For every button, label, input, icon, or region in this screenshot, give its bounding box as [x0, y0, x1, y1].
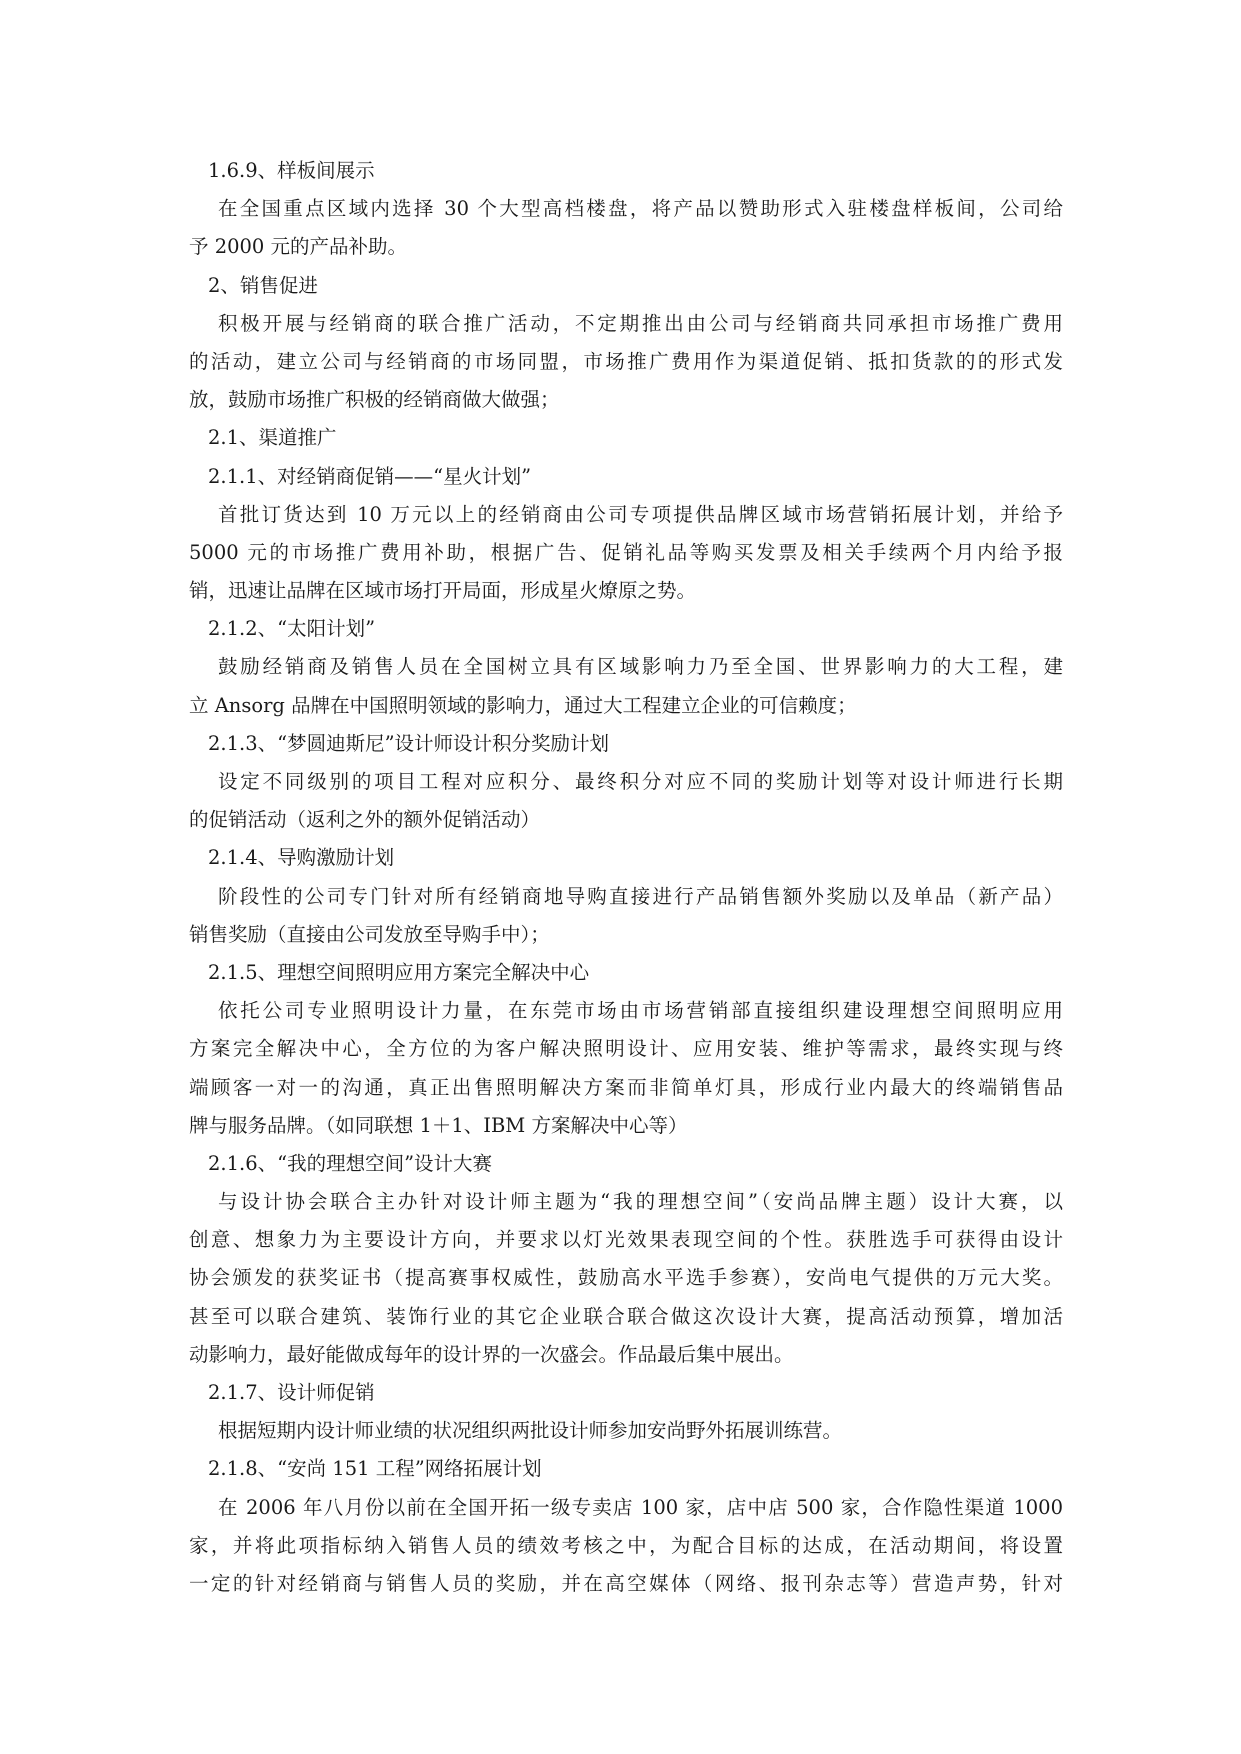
paragraph-line: 销售奖励（直接由公司发放至导购手中）； [189, 922, 550, 946]
paragraph-line: 牌与服务品牌。（如同联想 1＋1、IBM 方案解决中心等） [189, 1113, 688, 1137]
heading-2-1-6: 2.1.6、“我的理想空间”设计大赛 [208, 1151, 493, 1175]
paragraph-line: 鼓励经销商及销售人员在全国树立具有区域影响力乃至全国、世界影响力的大工程，建 [218, 655, 1063, 679]
paragraph-network-expansion [189, 1489, 1063, 1604]
heading-2: 2、销售促进 [208, 273, 318, 297]
paragraph-line: 立 Ansorg 品牌在中国照明领域的影响力，通过大工程建立企业的可信赖度； [189, 693, 857, 717]
paragraph-line: 的促销活动（返利之外的额外促销活动） [189, 808, 541, 832]
paragraph-line: 积极开展与经销商的联合推广活动，不定期推出由公司与经销商共同承担市场推广费用 [218, 311, 1063, 335]
paragraph-line: 甚至可以联合建筑、装饰行业的其它企业联合联合做这次设计大赛，提高活动预算，增加活 [189, 1304, 1063, 1328]
heading-1-6-9: 1.6.9、样板间展示 [208, 159, 375, 182]
document-page [189, 152, 1063, 1603]
paragraph-line: 依托公司专业照明设计力量，在东莞市场由市场营销部直接组织建设理想空间照明应用 [218, 999, 1063, 1023]
heading-2-1-4: 2.1.4、导购激励计划 [208, 846, 395, 870]
paragraph-line: 动影响力，最好能做成每年的设计界的一次盛会。作品最后集中展出。 [189, 1342, 794, 1366]
paragraph-sales-promotion [189, 305, 1063, 420]
paragraph-sun-plan [189, 648, 1063, 724]
paragraph-solution-center [189, 992, 1063, 1145]
paragraph-line: 在全国重点区域内选择 30 个大型高档楼盘，将产品以赞助形式入驻楼盘样板间，公司给 [218, 197, 1063, 221]
paragraph-line: 销，迅速让品牌在区域市场打开局面，形成星火燎原之势。 [189, 579, 697, 603]
paragraph-guide-incentive [189, 878, 1063, 954]
paragraph-design-contest [189, 1183, 1063, 1374]
heading-2-1-8: 2.1.8、“安尚 151 工程”网络拓展计划 [208, 1457, 542, 1481]
heading-2-1-5: 2.1.5、理想空间照明应用方案完全解决中心 [208, 960, 590, 984]
paragraph-line: 方案完全解决中心，全方位的为客户解决照明设计、应用安装、维护等需求，最终实现与终 [189, 1037, 1063, 1061]
paragraph-line: 根据短期内设计师业绩的状况组织两批设计师参加安尚野外拓展训练营。 [218, 1419, 843, 1443]
paragraph-line: 家，并将此项指标纳入销售人员的绩效考核之中，为配合目标的达成，在活动期间，将设置 [189, 1533, 1063, 1557]
paragraph-line: 的活动，建立公司与经销商的市场同盟，市场推广费用作为渠道促销、抵扣货款的的形式发 [189, 349, 1063, 373]
heading-2-1: 2.1、渠道推广 [208, 426, 337, 450]
paragraph-spark-plan [189, 496, 1063, 611]
paragraph-line: 创意、想象力为主要设计方向，并要求以灯光效果表现空间的个性。获胜选手可获得由设计 [189, 1228, 1063, 1252]
paragraph-line: 阶段性的公司专门针对所有经销商地导购直接进行产品销售额外奖励以及单品（新产品） [218, 884, 1063, 908]
heading-2-1-3: 2.1.3、“梦圆迪斯尼”设计师设计积分奖励计划 [208, 731, 610, 755]
paragraph-showroom [189, 190, 1063, 266]
paragraph-line: 在 2006 年八月份以前在全国开拓一级专卖店 100 家，店中店 500 家，合作隐性渠道 1000 [218, 1495, 1063, 1519]
paragraph-line: 放，鼓励市场推广积极的经销商做大做强； [189, 388, 560, 412]
heading-2-1-1: 2.1.1、对经销商促销——“星火计划” [208, 464, 532, 488]
paragraph-line: 予 2000 元的产品补助。 [189, 235, 408, 259]
paragraph-line: 端顾客一对一的沟通，真正出售照明解决方案而非简单灯具，形成行业内最大的终端销售品 [189, 1075, 1063, 1099]
paragraph-line: 设定不同级别的项目工程对应积分、最终积分对应不同的奖励计划等对设计师进行长期 [218, 770, 1063, 793]
heading-2-1-2: 2.1.2、“太阳计划” [208, 617, 376, 641]
paragraph-line: 协会颁发的获奖证书（提高赛事权威性，鼓励高水平选手参赛），安尚电气提供的万元大奖。 [189, 1266, 1063, 1290]
paragraph-line: 5000 元的市场推广费用补助，根据广告、促销礼品等购买发票及相关手续两个月内给予报 [189, 540, 1063, 564]
heading-2-1-7: 2.1.7、设计师促销 [208, 1381, 375, 1404]
paragraph-line: 与设计协会联合主办针对设计师主题为“我的理想空间”（安尚品牌主题）设计大赛，以 [218, 1190, 1063, 1214]
paragraph-designer-points [189, 763, 1063, 839]
paragraph-line: 首批订货达到 10 万元以上的经销商由公司专项提供品牌区域市场营销拓展计划，并给予 [218, 502, 1063, 526]
paragraph-line: 一定的针对经销商与销售人员的奖励，并在高空媒体（网络、报刊杂志等）营造声势，针对 [189, 1571, 1063, 1595]
paragraph-designer-promotion [189, 1412, 1063, 1450]
